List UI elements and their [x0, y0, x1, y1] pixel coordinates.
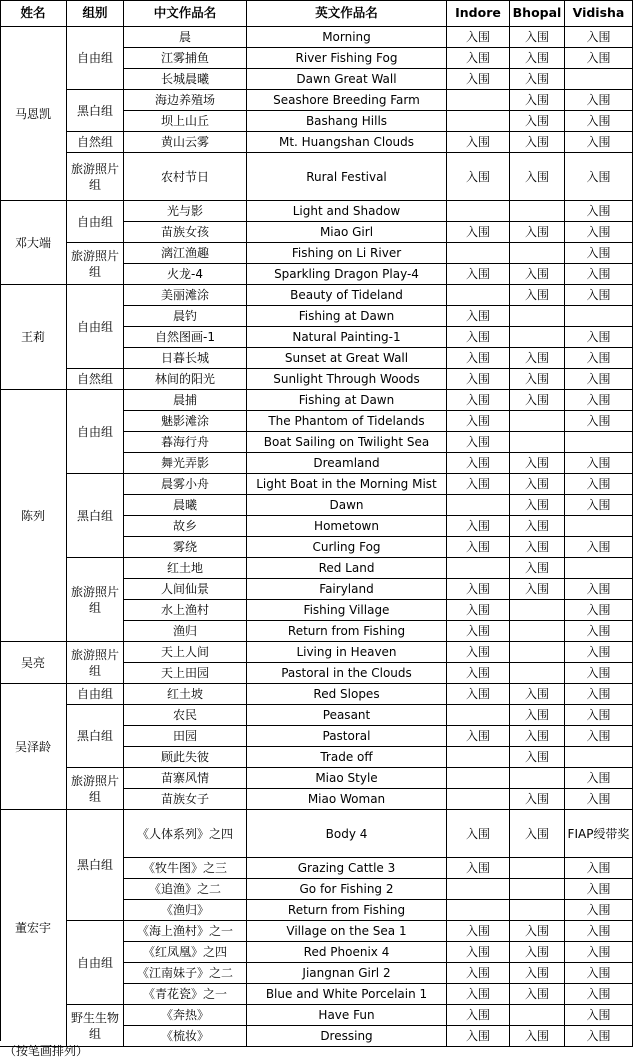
- cn-title-cell: 日暮长城: [124, 348, 247, 369]
- cn-title-cell: 《海上渔村》之一: [124, 921, 247, 942]
- cn-title-cell: 《梳妆》: [124, 1026, 247, 1047]
- cn-title-cell: 《渔归》: [124, 900, 247, 921]
- indore-result-cell: [447, 789, 510, 810]
- en-title-cell: Living in Heaven: [247, 642, 447, 663]
- bhopal-result-cell: [510, 243, 565, 264]
- entrant-name-cell: 吴亮: [0, 642, 67, 684]
- cn-title-cell: 人间仙景: [124, 579, 247, 600]
- vidisha-result-cell: 入围: [565, 327, 633, 348]
- vidisha-result-cell: 入围: [565, 537, 633, 558]
- en-title-cell: Pastoral: [247, 726, 447, 747]
- bhopal-result-cell: 入围: [510, 942, 565, 963]
- bhopal-result-cell: 入围: [510, 132, 565, 153]
- bhopal-result-cell: [510, 621, 565, 642]
- en-title-cell: Trade off: [247, 747, 447, 768]
- indore-result-cell: 入围: [447, 684, 510, 705]
- vidisha-result-cell: 入围: [565, 369, 633, 390]
- group-cell: 自由组: [67, 27, 124, 90]
- header-group: 组别: [67, 0, 124, 27]
- indore-result-cell: 入围: [447, 921, 510, 942]
- en-title-cell: Rural Festival: [247, 153, 447, 201]
- indore-result-cell: 入围: [447, 474, 510, 495]
- footnote: （按笔画排列）: [4, 1044, 89, 1058]
- indore-result-cell: 入围: [447, 327, 510, 348]
- en-title-cell: Boat Sailing on Twilight Sea: [247, 432, 447, 453]
- bhopal-result-cell: 入围: [510, 69, 565, 90]
- vidisha-result-cell: [565, 69, 633, 90]
- cn-title-cell: 林间的阳光: [124, 369, 247, 390]
- vidisha-result-cell: 入围: [565, 663, 633, 684]
- vidisha-result-cell: 入围: [565, 621, 633, 642]
- entrant-name-cell: 陈列: [0, 390, 67, 642]
- cn-title-cell: 火龙-4: [124, 264, 247, 285]
- en-title-cell: Red Land: [247, 558, 447, 579]
- cn-title-cell: 《青花瓷》之一: [124, 984, 247, 1005]
- en-title-cell: Dawn: [247, 495, 447, 516]
- vidisha-result-cell: 入围: [565, 579, 633, 600]
- bhopal-result-cell: [510, 432, 565, 453]
- en-title-cell: River Fishing Fog: [247, 48, 447, 69]
- bhopal-result-cell: 入围: [510, 1026, 565, 1047]
- cn-title-cell: 晨捕: [124, 390, 247, 411]
- en-title-cell: Bashang Hills: [247, 111, 447, 132]
- vidisha-result-cell: 入围: [565, 348, 633, 369]
- cn-title-cell: 晨曦: [124, 495, 247, 516]
- cn-title-cell: 《牧牛图》之三: [124, 858, 247, 879]
- indore-result-cell: [447, 243, 510, 264]
- cn-title-cell: 天上田园: [124, 663, 247, 684]
- en-title-cell: Morning: [247, 27, 447, 48]
- en-title-cell: The Phantom of Tidelands: [247, 411, 447, 432]
- en-title-cell: Go for Fishing 2: [247, 879, 447, 900]
- indore-result-cell: 入围: [447, 600, 510, 621]
- vidisha-result-cell: 入围: [565, 963, 633, 984]
- bhopal-result-cell: 入围: [510, 222, 565, 243]
- cn-title-cell: 黄山云雾: [124, 132, 247, 153]
- cn-title-cell: 渔归: [124, 621, 247, 642]
- vidisha-result-cell: 入围: [565, 390, 633, 411]
- indore-result-cell: 入围: [447, 516, 510, 537]
- vidisha-result-cell: 入围: [565, 264, 633, 285]
- cn-title-cell: 田园: [124, 726, 247, 747]
- bhopal-result-cell: [510, 858, 565, 879]
- bhopal-result-cell: [510, 900, 565, 921]
- group-cell: 自由组: [67, 684, 124, 705]
- indore-result-cell: 入围: [447, 984, 510, 1005]
- cn-title-cell: 晨雾小舟: [124, 474, 247, 495]
- indore-result-cell: [447, 90, 510, 111]
- cn-title-cell: 农村节日: [124, 153, 247, 201]
- group-cell: 野生生物组: [67, 1005, 124, 1047]
- indore-result-cell: [447, 495, 510, 516]
- indore-result-cell: 入围: [447, 153, 510, 201]
- cn-title-cell: 水上渔村: [124, 600, 247, 621]
- vidisha-result-cell: 入围: [565, 222, 633, 243]
- cn-title-cell: 顾此失彼: [124, 747, 247, 768]
- indore-result-cell: 入围: [447, 264, 510, 285]
- en-title-cell: Sunlight Through Woods: [247, 369, 447, 390]
- cn-title-cell: 晨: [124, 27, 247, 48]
- en-title-cell: Natural Painting-1: [247, 327, 447, 348]
- indore-result-cell: 入围: [447, 69, 510, 90]
- cn-title-cell: 《江南妹子》之二: [124, 963, 247, 984]
- cn-title-cell: 天上人间: [124, 642, 247, 663]
- indore-result-cell: 入围: [447, 132, 510, 153]
- header-bhopal: Bhopal: [510, 0, 565, 27]
- vidisha-result-cell: 入围: [565, 684, 633, 705]
- bhopal-result-cell: [510, 306, 565, 327]
- group-cell: 旅游照片组: [67, 153, 124, 201]
- indore-result-cell: 入围: [447, 27, 510, 48]
- cn-title-cell: 美丽滩涂: [124, 285, 247, 306]
- indore-result-cell: 入围: [447, 642, 510, 663]
- group-cell: 旅游照片组: [67, 768, 124, 810]
- en-title-cell: Beauty of Tideland: [247, 285, 447, 306]
- en-title-cell: Fairyland: [247, 579, 447, 600]
- bhopal-result-cell: 入围: [510, 984, 565, 1005]
- indore-result-cell: 入围: [447, 390, 510, 411]
- bhopal-result-cell: 入围: [510, 516, 565, 537]
- indore-result-cell: 入围: [447, 858, 510, 879]
- en-title-cell: Hometown: [247, 516, 447, 537]
- cn-title-cell: 雾绕: [124, 537, 247, 558]
- bhopal-result-cell: 入围: [510, 726, 565, 747]
- indore-result-cell: [447, 111, 510, 132]
- en-title-cell: Curling Fog: [247, 537, 447, 558]
- vidisha-result-cell: 入围: [565, 600, 633, 621]
- vidisha-result-cell: 入围: [565, 900, 633, 921]
- bhopal-result-cell: 入围: [510, 264, 565, 285]
- bhopal-result-cell: 入围: [510, 111, 565, 132]
- cn-title-cell: 舞光弄影: [124, 453, 247, 474]
- vidisha-result-cell: 入围: [565, 921, 633, 942]
- bhopal-result-cell: 入围: [510, 48, 565, 69]
- bhopal-result-cell: 入围: [510, 285, 565, 306]
- group-cell: 自然组: [67, 369, 124, 390]
- group-cell: 黑白组: [67, 810, 124, 921]
- bhopal-result-cell: 入围: [510, 921, 565, 942]
- group-cell: 旅游照片组: [67, 642, 124, 684]
- cn-title-cell: 光与影: [124, 201, 247, 222]
- indore-result-cell: [447, 879, 510, 900]
- en-title-cell: Jiangnan Girl 2: [247, 963, 447, 984]
- cn-title-cell: 苗寨风情: [124, 768, 247, 789]
- bhopal-result-cell: 入围: [510, 789, 565, 810]
- vidisha-result-cell: 入围: [565, 768, 633, 789]
- en-title-cell: Dawn Great Wall: [247, 69, 447, 90]
- indore-result-cell: 入围: [447, 810, 510, 858]
- bhopal-result-cell: [510, 600, 565, 621]
- entrant-name-cell: 邓大端: [0, 201, 67, 285]
- bhopal-result-cell: 入围: [510, 963, 565, 984]
- cn-title-cell: 苗族女孩: [124, 222, 247, 243]
- bhopal-result-cell: [510, 201, 565, 222]
- header-name: 姓名: [0, 0, 67, 27]
- bhopal-result-cell: 入围: [510, 684, 565, 705]
- vidisha-result-cell: 入围: [565, 495, 633, 516]
- group-cell: 黑白组: [67, 705, 124, 768]
- indore-result-cell: 入围: [447, 48, 510, 69]
- cn-title-cell: 魅影滩涂: [124, 411, 247, 432]
- indore-result-cell: 入围: [447, 537, 510, 558]
- cn-title-cell: 坝上山丘: [124, 111, 247, 132]
- header-vidisha: Vidisha: [565, 0, 633, 27]
- indore-result-cell: 入围: [447, 1026, 510, 1047]
- vidisha-result-cell: 入围: [565, 453, 633, 474]
- en-title-cell: Body 4: [247, 810, 447, 858]
- vidisha-result-cell: 入围: [565, 153, 633, 201]
- entrant-name-cell: 马恩凯: [0, 27, 67, 201]
- group-cell: 自由组: [67, 201, 124, 243]
- cn-title-cell: 海边养殖场: [124, 90, 247, 111]
- vidisha-result-cell: 入围: [565, 243, 633, 264]
- en-title-cell: Fishing Village: [247, 600, 447, 621]
- en-title-cell: Light Boat in the Morning Mist: [247, 474, 447, 495]
- entrant-name-cell: 吴泽龄: [0, 684, 67, 810]
- bhopal-result-cell: 入围: [510, 153, 565, 201]
- cn-title-cell: 自然图画-1: [124, 327, 247, 348]
- en-title-cell: Miao Style: [247, 768, 447, 789]
- vidisha-result-cell: [565, 306, 633, 327]
- indore-result-cell: [447, 900, 510, 921]
- cn-title-cell: 《人体系列》之四: [124, 810, 247, 858]
- vidisha-result-cell: 入围: [565, 201, 633, 222]
- indore-result-cell: 入围: [447, 369, 510, 390]
- vidisha-result-cell: [565, 516, 633, 537]
- group-cell: 自由组: [67, 921, 124, 1005]
- vidisha-result-cell: 入围: [565, 111, 633, 132]
- cn-title-cell: 暮海行舟: [124, 432, 247, 453]
- en-title-cell: Peasant: [247, 705, 447, 726]
- vidisha-result-cell: 入围: [565, 1005, 633, 1026]
- cn-title-cell: 苗族女子: [124, 789, 247, 810]
- bhopal-result-cell: 入围: [510, 495, 565, 516]
- indore-result-cell: 入围: [447, 963, 510, 984]
- bhopal-result-cell: 入围: [510, 390, 565, 411]
- en-title-cell: Seashore Breeding Farm: [247, 90, 447, 111]
- vidisha-result-cell: [565, 747, 633, 768]
- indore-result-cell: 入围: [447, 1005, 510, 1026]
- indore-result-cell: [447, 201, 510, 222]
- indore-result-cell: 入围: [447, 411, 510, 432]
- vidisha-result-cell: 入围: [565, 48, 633, 69]
- en-title-cell: Sunset at Great Wall: [247, 348, 447, 369]
- en-title-cell: Light and Shadow: [247, 201, 447, 222]
- bhopal-result-cell: 入围: [510, 453, 565, 474]
- bhopal-result-cell: [510, 879, 565, 900]
- en-title-cell: Dressing: [247, 1026, 447, 1047]
- en-title-cell: Return from Fishing: [247, 900, 447, 921]
- cn-title-cell: 漓江渔趣: [124, 243, 247, 264]
- vidisha-result-cell: 入围: [565, 90, 633, 111]
- cn-title-cell: 《奔热》: [124, 1005, 247, 1026]
- vidisha-result-cell: 入围: [565, 132, 633, 153]
- en-title-cell: Red Phoenix 4: [247, 942, 447, 963]
- bhopal-result-cell: [510, 642, 565, 663]
- cn-title-cell: 故乡: [124, 516, 247, 537]
- cn-title-cell: 长城晨曦: [124, 69, 247, 90]
- indore-result-cell: 入围: [447, 453, 510, 474]
- en-title-cell: Miao Woman: [247, 789, 447, 810]
- en-title-cell: Dreamland: [247, 453, 447, 474]
- en-title-cell: Fishing on Li River: [247, 243, 447, 264]
- group-cell: 自由组: [67, 390, 124, 474]
- bhopal-result-cell: 入围: [510, 90, 565, 111]
- bhopal-result-cell: 入围: [510, 558, 565, 579]
- entrant-name-cell: 董宏宇: [0, 810, 67, 1047]
- en-title-cell: Have Fun: [247, 1005, 447, 1026]
- vidisha-result-cell: 入围: [565, 879, 633, 900]
- en-title-cell: Fishing at Dawn: [247, 390, 447, 411]
- bhopal-result-cell: 入围: [510, 369, 565, 390]
- vidisha-result-cell: 入围: [565, 726, 633, 747]
- group-cell: 自由组: [67, 285, 124, 369]
- en-title-cell: Mt. Huangshan Clouds: [247, 132, 447, 153]
- en-title-cell: Sparkling Dragon Play-4: [247, 264, 447, 285]
- en-title-cell: Miao Girl: [247, 222, 447, 243]
- cn-title-cell: 《红凤凰》之四: [124, 942, 247, 963]
- indore-result-cell: 入围: [447, 579, 510, 600]
- header-cn-title: 中文作品名: [124, 0, 247, 27]
- bhopal-result-cell: [510, 1005, 565, 1026]
- vidisha-result-cell: 入围: [565, 285, 633, 306]
- en-title-cell: Return from Fishing: [247, 621, 447, 642]
- indore-result-cell: [447, 558, 510, 579]
- vidisha-result-cell: 入围: [565, 474, 633, 495]
- indore-result-cell: 入围: [447, 348, 510, 369]
- indore-result-cell: 入围: [447, 942, 510, 963]
- bhopal-result-cell: 入围: [510, 747, 565, 768]
- indore-result-cell: 入围: [447, 621, 510, 642]
- bhopal-result-cell: 入围: [510, 348, 565, 369]
- vidisha-result-cell: 入围: [565, 705, 633, 726]
- cn-title-cell: 农民: [124, 705, 247, 726]
- indore-result-cell: 入围: [447, 663, 510, 684]
- vidisha-result-cell: 入围: [565, 789, 633, 810]
- group-cell: 黑白组: [67, 90, 124, 132]
- vidisha-result-cell: [565, 558, 633, 579]
- bhopal-result-cell: 入围: [510, 579, 565, 600]
- cn-title-cell: 红土地: [124, 558, 247, 579]
- en-title-cell: Red Slopes: [247, 684, 447, 705]
- indore-result-cell: [447, 747, 510, 768]
- vidisha-result-cell: 入围: [565, 942, 633, 963]
- indore-result-cell: 入围: [447, 432, 510, 453]
- en-title-cell: Pastoral in the Clouds: [247, 663, 447, 684]
- vidisha-result-cell: 入围: [565, 984, 633, 1005]
- en-title-cell: Fishing at Dawn: [247, 306, 447, 327]
- vidisha-result-cell: 入围: [565, 411, 633, 432]
- vidisha-result-cell: 入围: [565, 642, 633, 663]
- bhopal-result-cell: [510, 327, 565, 348]
- indore-result-cell: 入围: [447, 726, 510, 747]
- bhopal-result-cell: [510, 411, 565, 432]
- bhopal-result-cell: 入围: [510, 705, 565, 726]
- en-title-cell: Blue and White Porcelain 1: [247, 984, 447, 1005]
- indore-result-cell: [447, 768, 510, 789]
- group-cell: 自然组: [67, 132, 124, 153]
- vidisha-result-cell: 入围: [565, 1026, 633, 1047]
- cn-title-cell: 江雾捕鱼: [124, 48, 247, 69]
- cn-title-cell: 《追渔》之二: [124, 879, 247, 900]
- cn-title-cell: 红土坡: [124, 684, 247, 705]
- bhopal-result-cell: [510, 768, 565, 789]
- indore-result-cell: 入围: [447, 306, 510, 327]
- bhopal-result-cell: 入围: [510, 27, 565, 48]
- cn-title-cell: 晨钓: [124, 306, 247, 327]
- header-en-title: 英文作品名: [247, 0, 447, 27]
- bhopal-result-cell: 入围: [510, 537, 565, 558]
- en-title-cell: Grazing Cattle 3: [247, 858, 447, 879]
- header-indore: Indore: [447, 0, 510, 27]
- indore-result-cell: 入围: [447, 222, 510, 243]
- group-cell: 旅游照片组: [67, 243, 124, 285]
- en-title-cell: Village on the Sea 1: [247, 921, 447, 942]
- vidisha-result-cell: 入围: [565, 858, 633, 879]
- group-cell: 旅游照片组: [67, 558, 124, 642]
- indore-result-cell: [447, 285, 510, 306]
- indore-result-cell: [447, 705, 510, 726]
- entrant-name-cell: 王莉: [0, 285, 67, 390]
- vidisha-result-cell: [565, 432, 633, 453]
- bhopal-result-cell: [510, 663, 565, 684]
- bhopal-result-cell: 入围: [510, 810, 565, 858]
- vidisha-result-cell: FIAP绶带奖: [565, 810, 633, 858]
- group-cell: 黑白组: [67, 474, 124, 558]
- vidisha-result-cell: 入围: [565, 27, 633, 48]
- bhopal-result-cell: 入围: [510, 474, 565, 495]
